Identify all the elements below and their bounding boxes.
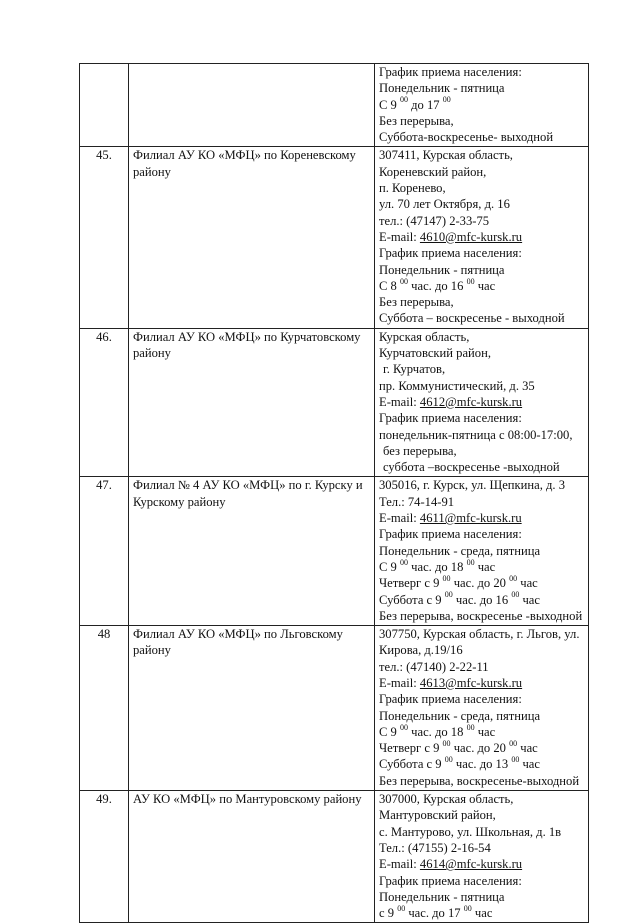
info-line (379, 526, 584, 542)
info-text: С 9 (379, 724, 400, 739)
info-text: Суббота – воскресенье - выходной (379, 311, 565, 326)
minutes-superscript: 00 (400, 722, 408, 732)
branch-contact-info (375, 64, 589, 147)
info-line (379, 147, 584, 163)
info-line (379, 196, 584, 212)
info-line (379, 80, 584, 96)
info-line (379, 740, 584, 756)
info-line (379, 708, 584, 724)
email-link[interactable]: 4610@mfc-kursk.ru (419, 229, 523, 244)
minutes-superscript: 00 (509, 574, 518, 584)
info-text: час (471, 906, 493, 921)
info-text: Понедельник - пятница (379, 81, 505, 96)
info-text: час. до 16 (452, 592, 512, 607)
info-text: пр. Коммунистический, д. 35 (379, 378, 535, 393)
info-line (379, 427, 584, 443)
info-line (379, 477, 584, 493)
info-line (379, 840, 584, 856)
info-line (379, 575, 584, 591)
info-text: График приема населения: (379, 873, 522, 888)
info-line (379, 361, 584, 377)
info-text: Без перерыва, (379, 113, 454, 128)
info-text: Понедельник - пятница (379, 889, 505, 904)
branch-contact-info (375, 791, 589, 923)
info-text: час (474, 278, 496, 293)
info-text: час. до 16 (408, 278, 467, 293)
minutes-superscript: 00 (400, 95, 408, 105)
info-text: Суббота-воскресенье- выходной (379, 130, 554, 145)
info-text: без перерыва, (383, 443, 457, 458)
branch-contact-info (375, 477, 589, 626)
info-text: С 9 (379, 97, 400, 112)
info-text: Мантуровский район, (379, 808, 496, 823)
table-row (80, 328, 589, 477)
branch-name: Филиал АУ КО «МФЦ» по Кореневскому району (129, 147, 375, 328)
minutes-superscript: 00 (463, 903, 472, 913)
minutes-superscript: 00 (444, 755, 453, 765)
info-line (379, 378, 584, 394)
info-line (379, 608, 584, 624)
info-line (379, 113, 584, 129)
info-line (379, 905, 584, 921)
info-line (379, 229, 584, 245)
branch-contact-info (375, 626, 589, 791)
info-text: Кореневский район, (379, 164, 487, 179)
info-line (379, 510, 584, 526)
info-line (379, 773, 584, 789)
info-text: E-mail: (379, 394, 420, 409)
branches-table-body (80, 64, 589, 923)
info-text: Без перерыва, воскресенье -выходной (379, 608, 583, 623)
info-text: E-mail: (379, 857, 420, 872)
info-text: Четверг с 9 (379, 741, 443, 756)
info-line (379, 824, 584, 840)
info-text: Без перерыва, (379, 295, 454, 310)
info-text: Понедельник - среда, пятница (379, 708, 541, 723)
info-text: г. Курчатов, (383, 362, 446, 377)
minutes-superscript: 00 (442, 738, 451, 748)
info-line (379, 410, 584, 426)
info-text: час. до 20 (450, 576, 510, 591)
info-text: E-mail: (379, 675, 420, 690)
info-text: час. до 13 (452, 757, 512, 772)
info-line (379, 756, 584, 772)
branch-name: АУ КО «МФЦ» по Мантуровскому району (129, 791, 375, 923)
info-line (379, 310, 584, 326)
info-text: до 17 (408, 97, 443, 112)
info-line (379, 592, 584, 608)
info-text: тел.: (47147) 2-33-75 (379, 213, 490, 228)
minutes-superscript: 00 (511, 755, 520, 765)
email-link[interactable]: 4611@mfc-kursk.ru (419, 511, 522, 526)
info-line (379, 856, 584, 872)
info-text: График приема населения: (379, 527, 522, 542)
minutes-superscript: 00 (444, 590, 453, 600)
minutes-superscript: 00 (509, 738, 518, 748)
info-text: 307750, Курская область, г. Льгов, ул. (379, 627, 580, 642)
info-line (379, 345, 584, 361)
table-row (80, 477, 589, 626)
info-text: час. до 18 (408, 559, 467, 574)
info-line (379, 129, 584, 145)
row-number: 48 (80, 626, 129, 791)
info-line (379, 626, 584, 642)
info-line (379, 791, 584, 807)
info-text: Кирова, д.19/16 (379, 643, 463, 658)
info-text: час (474, 559, 496, 574)
minutes-superscript: 00 (400, 557, 408, 567)
branch-contact-info (375, 147, 589, 328)
info-line (379, 889, 584, 905)
info-line (379, 642, 584, 658)
info-text: Понедельник - среда, пятница (379, 543, 541, 558)
info-text: Понедельник - пятница (379, 262, 505, 277)
info-text: час (519, 592, 540, 607)
info-text: час (517, 741, 538, 756)
info-line (379, 294, 584, 310)
info-text: час. до 18 (408, 724, 467, 739)
info-text: График приема населения: (379, 246, 522, 261)
minutes-superscript: 00 (511, 590, 520, 600)
info-text: тел.: (47140) 2-22-11 (379, 659, 489, 674)
info-text: час. до 20 (450, 741, 510, 756)
info-line (379, 329, 584, 345)
info-text: 307411, Курская область, (379, 148, 513, 163)
info-text: Без перерыва, воскресенье-выходной (379, 773, 580, 788)
info-text: E-mail: (379, 229, 420, 244)
info-text: С 9 (379, 559, 400, 574)
info-text: 307000, Курская область, (379, 792, 514, 807)
info-line (379, 675, 584, 691)
info-line (379, 245, 584, 261)
info-text: Суббота с 9 (379, 757, 445, 772)
row-number (80, 64, 129, 147)
info-text: E-mail: (379, 511, 420, 526)
minutes-superscript: 00 (466, 276, 475, 286)
info-text: График приема населения: (379, 692, 522, 707)
minutes-superscript: 00 (466, 557, 475, 567)
branches-table (79, 63, 589, 923)
info-line (379, 97, 584, 113)
table-row (80, 791, 589, 923)
info-text: понедельник-пятница с 08:00-17:00, (379, 427, 573, 442)
info-text: час (517, 576, 538, 591)
info-line (379, 443, 584, 459)
info-line (379, 164, 584, 180)
info-text: С 8 (379, 278, 400, 293)
minutes-superscript: 00 (442, 95, 451, 105)
info-text: Курская область, (379, 329, 470, 344)
row-number: 45. (80, 147, 129, 328)
info-text: с 9 (379, 906, 398, 921)
table-row (80, 626, 589, 791)
info-line (379, 691, 584, 707)
email-link[interactable]: 4614@mfc-kursk.ru (419, 857, 523, 872)
info-text: суббота –воскресенье -выходной (383, 460, 560, 475)
minutes-superscript: 00 (400, 276, 408, 286)
branch-name: Филиал АУ КО «МФЦ» по Льговскому району (129, 626, 375, 791)
info-line (379, 659, 584, 675)
info-text: с. Мантурово, ул. Школьная, д. 1в (379, 824, 562, 839)
branch-name: Филиал № 4 АУ КО «МФЦ» по г. Курску и Курскому району (129, 477, 375, 626)
info-line (379, 394, 584, 410)
info-line (379, 543, 584, 559)
info-line (379, 180, 584, 196)
info-text: п. Коренево, (379, 181, 446, 196)
info-text: Четверг с 9 (379, 576, 443, 591)
info-line (379, 262, 584, 278)
info-text: Курчатовский район, (379, 346, 491, 361)
email-link[interactable]: 4612@mfc-kursk.ru (419, 394, 523, 409)
info-text: Тел.: 74-14-91 (379, 494, 455, 509)
row-number: 47. (80, 477, 129, 626)
info-line (379, 278, 584, 294)
info-text: час. до 17 (405, 906, 464, 921)
info-line (379, 494, 584, 510)
info-line (379, 724, 584, 740)
minutes-superscript: 00 (442, 574, 451, 584)
minutes-superscript: 00 (397, 903, 406, 913)
info-line (379, 807, 584, 823)
info-text: График приема населения: (379, 411, 522, 426)
email-link[interactable]: 4613@mfc-kursk.ru (419, 675, 523, 690)
info-text: час (519, 757, 540, 772)
info-text: ул. 70 лет Октября, д. 16 (379, 197, 510, 212)
info-line (379, 873, 584, 889)
info-line (379, 64, 584, 80)
branch-contact-info (375, 328, 589, 477)
row-number: 46. (80, 328, 129, 477)
info-text: Суббота с 9 (379, 592, 445, 607)
info-text: час (474, 724, 496, 739)
info-text: График приема населения: (379, 65, 522, 79)
table-row (80, 64, 589, 147)
table-row (80, 147, 589, 328)
row-number: 49. (80, 791, 129, 923)
branch-name (129, 64, 375, 147)
minutes-superscript: 00 (466, 722, 475, 732)
info-text: 305016, г. Курск, ул. Щепкина, д. 3 (379, 478, 566, 493)
branch-name: Филиал АУ КО «МФЦ» по Курчатовскому району (129, 328, 375, 477)
info-line (379, 213, 584, 229)
info-text: Тел.: (47155) 2-16-54 (379, 840, 491, 855)
info-line (379, 459, 584, 475)
info-line (379, 559, 584, 575)
